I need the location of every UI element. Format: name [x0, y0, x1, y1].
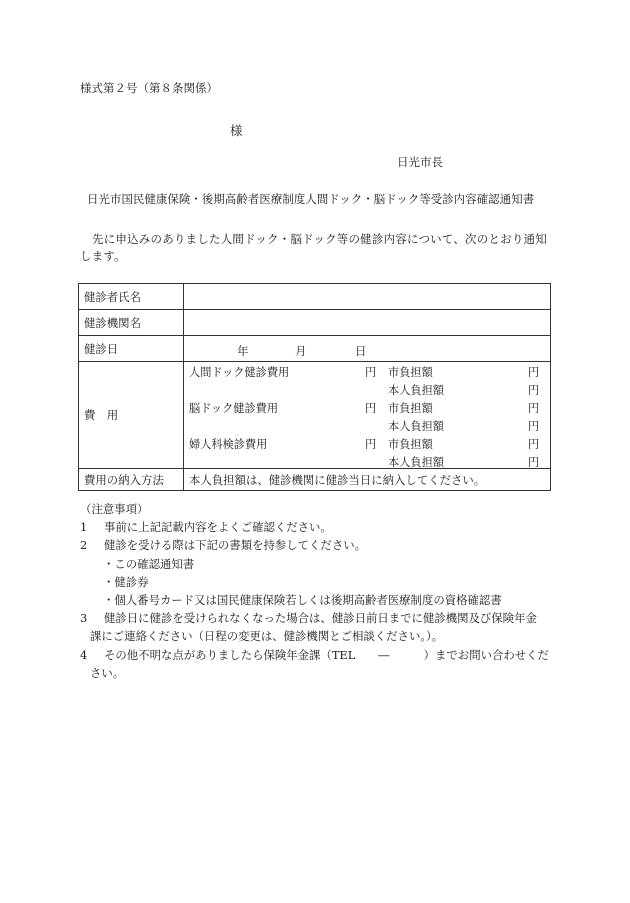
name-label: 健診者氏名 — [79, 284, 184, 310]
self-share-label: 本人負担額 — [388, 384, 444, 397]
issuer: 日光市長 — [397, 155, 443, 169]
city-share-label: 市負担額 — [388, 402, 433, 415]
self-share-label: 本人負担額 — [388, 420, 444, 433]
fee-yen: 円 — [365, 438, 377, 451]
fee-yen: 円 — [365, 366, 377, 379]
note-2-item: ・健診券 — [103, 574, 149, 589]
name-value — [184, 284, 551, 310]
date-year: 年 — [237, 344, 249, 358]
table-row — [79, 310, 551, 336]
date-value — [184, 336, 551, 362]
date-day: 日 — [355, 344, 367, 358]
fee-item: 脳ドック健診費用 — [189, 402, 279, 415]
fee-item: 婦人科検診費用 — [189, 438, 268, 451]
table-row — [79, 284, 551, 310]
note-4: 4 その他不明な点がありましたら保険年金課（TEL ― ）までお問い合わせくだ — [80, 647, 549, 662]
facility-value — [184, 310, 551, 336]
city-share-label: 市負担額 — [388, 438, 433, 451]
notes — [80, 500, 549, 682]
form-id: 様式第２号（第８条関係） — [80, 81, 218, 95]
document-title: 日光市国民健康保険・後期高齢者医療制度人間ドック・脳ドック等受診内容確認通知書 — [87, 192, 535, 206]
fee-yen: 円 — [365, 402, 377, 415]
city-share-yen: 円 — [528, 402, 540, 415]
intro-text: 先に申込みのありました人間ドック・脳ドック等の健診内容について、次のとおり通知します。 — [80, 232, 547, 263]
note-3-cont: 課にご連絡ください（日程の変更は、健診機関とご相談ください。）。 — [90, 629, 444, 644]
recipient-honorific: 様 — [230, 123, 243, 138]
date-label: 健診日 — [79, 336, 184, 362]
self-share-label: 本人負担額 — [388, 456, 444, 469]
city-share-label: 市負担額 — [388, 366, 433, 379]
note-2: 2 健診を受ける際は下記の書類を持参してください。 — [80, 538, 366, 553]
payment-text: 本人負担額は、健診機関に健診当日に納入してください。 — [184, 469, 551, 491]
self-share-yen: 円 — [528, 456, 540, 469]
city-share-yen: 円 — [528, 366, 540, 379]
notes-heading: （注意事項） — [80, 502, 149, 516]
self-share-yen: 円 — [528, 384, 540, 397]
payment-label: 費用の納入方法 — [79, 469, 184, 491]
city-share-yen: 円 — [528, 438, 540, 451]
date-month: 月 — [295, 344, 307, 358]
table-row — [79, 336, 551, 362]
table-row — [79, 362, 551, 469]
table-row — [79, 469, 551, 491]
note-4-cont: さい。 — [90, 665, 125, 680]
facility-label: 健診機関名 — [79, 310, 184, 336]
fee-label: 費 用 — [79, 362, 184, 469]
fee-grid — [184, 362, 550, 468]
fee-cell — [184, 362, 551, 469]
fee-item: 人間ドック健診費用 — [189, 366, 290, 379]
note-2-item: ・この確認通知書 — [103, 556, 195, 571]
self-share-yen: 円 — [528, 420, 540, 433]
note-1: 1 事前に上記記載内容をよくご確認ください。 — [80, 520, 332, 535]
note-2-item: ・個人番号カード又は国民健康保険若しくは後期高齢者医療制度の資格確認書 — [103, 593, 502, 608]
note-3: 3 健診日に健診を受けられなくなった場合は、健診日前日までに健診機関及び保険年金 — [80, 611, 537, 626]
checkup-table — [78, 283, 551, 491]
